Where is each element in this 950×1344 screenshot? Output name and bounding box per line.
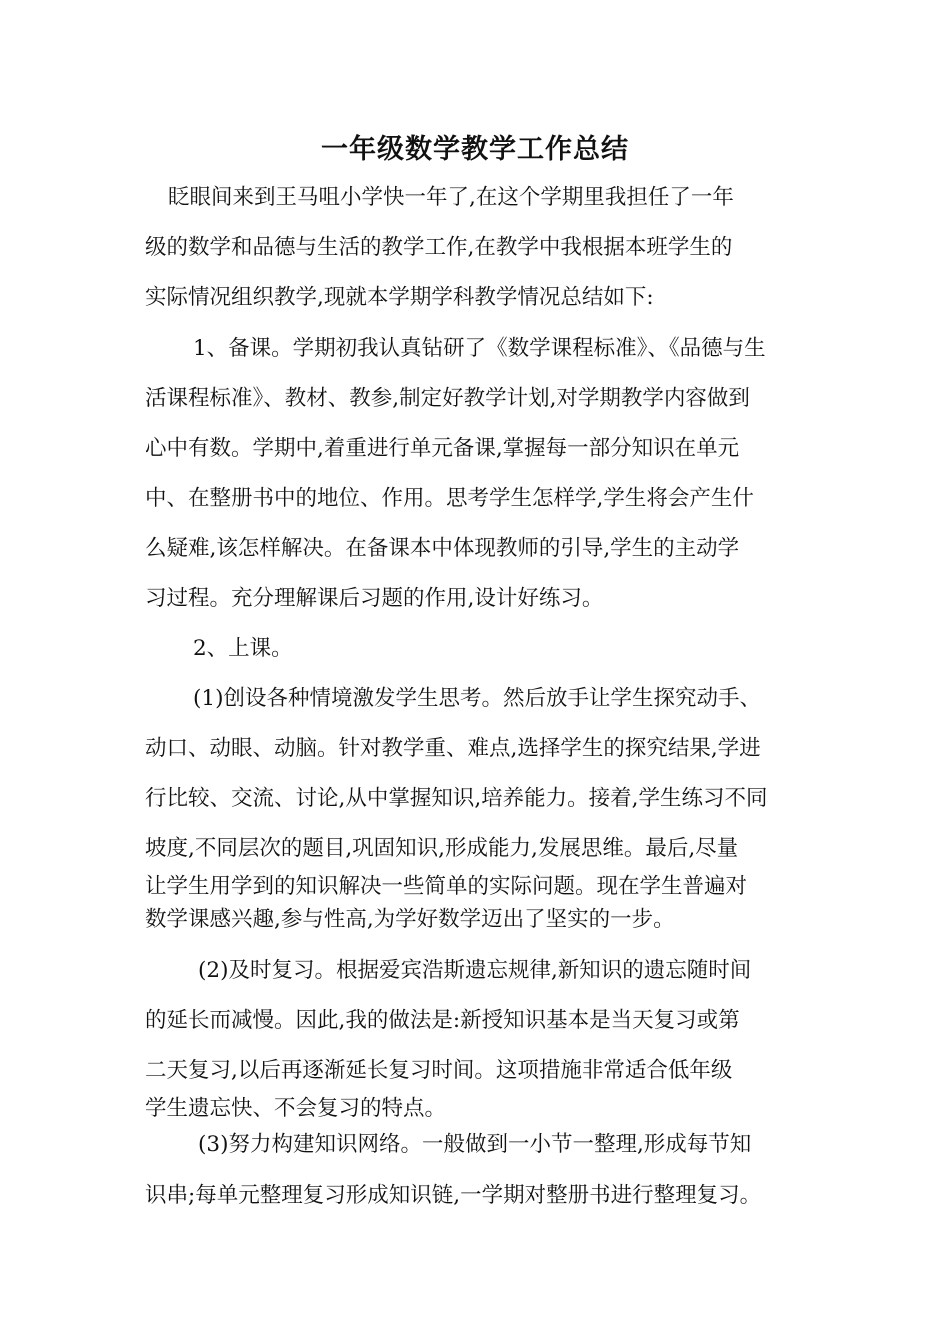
- section-heading: 2、上课。: [193, 636, 293, 661]
- paragraph-line: 中、在整册书中的地位、作用。思考学生怎样学,学生将会产生什: [145, 486, 754, 511]
- paragraph-line: (3)努力构建知识网络。一般做到一小节一整理,形成每节知: [198, 1132, 752, 1157]
- paragraph-line: 动口、动眼、动脑。针对教学重、难点,选择学生的探究结果,学进: [145, 736, 761, 761]
- paragraph-line: 二天复习,以后再逐渐延长复习时间。这项措施非常适合低年级: [145, 1058, 733, 1083]
- document-title: 一年级数学教学工作总结: [321, 134, 629, 165]
- paragraph-line: (2)及时复习。根据爱宾浩斯遗忘规律,新知识的遗忘随时间: [198, 958, 752, 983]
- paragraph-line: 1、备课。学期初我认真钻研了《数学课程标准》、《品德与生: [193, 336, 766, 361]
- paragraph-line: 学生遗忘快、不会复习的特点。: [145, 1096, 447, 1121]
- paragraph-line: 么疑难,该怎样解决。在备课本中体现教师的引导,学生的主动学: [145, 536, 740, 561]
- paragraph-line: 的延长而减慢。因此,我的做法是:新授知识基本是当天复习或第: [145, 1008, 740, 1033]
- paragraph-line: 坡度,不同层次的题目,巩固知识,形成能力,发展思维。最后,尽量: [145, 836, 739, 861]
- paragraph-line: 数学课感兴趣,参与性高,为学好数学迈出了坚实的一步。: [145, 907, 675, 932]
- paragraph-line: 让学生用学到的知识解决一些简单的实际问题。现在学生普遍对: [145, 874, 748, 899]
- paragraph-line: 眨眼间来到王马咀小学快一年了,在这个学期里我担任了一年: [168, 185, 734, 210]
- paragraph-line: (1)创设各种情境激发学生思考。然后放手让学生探究动手、: [193, 686, 761, 711]
- paragraph-line: 习过程。充分理解课后习题的作用,设计好练习。: [145, 586, 604, 611]
- paragraph-line: 行比较、交流、讨论,从中掌握知识,培养能力。接着,学生练习不同: [145, 786, 768, 811]
- paragraph-line: 级的数学和品德与生活的教学工作,在教学中我根据本班学生的: [145, 235, 733, 260]
- paragraph-line: 识串;每单元整理复习形成知识链,一学期对整册书进行整理复习。: [145, 1183, 762, 1208]
- paragraph-line: 实际情况组织教学,现就本学期学科教学情况总结如下:: [145, 285, 654, 310]
- paragraph-line: 活课程标准》、教材、教参,制定好教学计划,对学期教学内容做到: [145, 386, 750, 411]
- paragraph-line: 心中有数。学期中,着重进行单元备课,掌握每一部分知识在单元: [145, 436, 740, 461]
